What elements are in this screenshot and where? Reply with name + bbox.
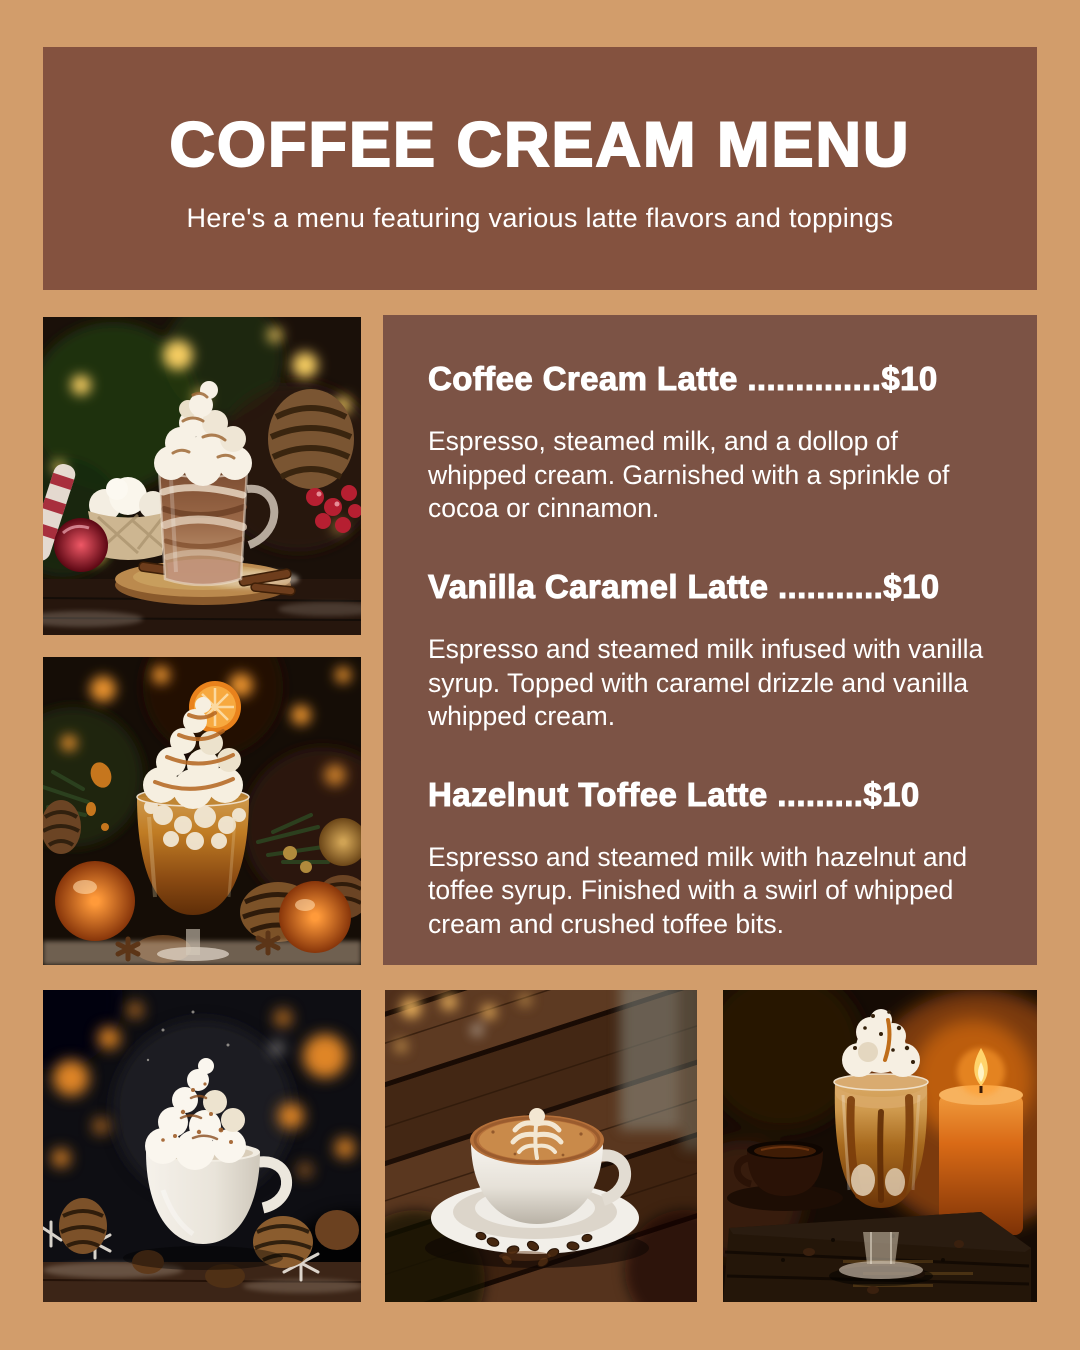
pinecone xyxy=(268,389,354,489)
menu-item-hazelnut-toffee-latte xyxy=(428,776,993,942)
photo-whipped-cream-mug xyxy=(43,990,361,1302)
orange-ornament-right xyxy=(279,881,351,953)
caramel-toffee-latte-illustration xyxy=(723,990,1037,1302)
photo-vanilla-caramel-latte xyxy=(43,657,361,965)
coffee-cream-latte-illustration xyxy=(43,317,361,635)
page-subtitle: Here's a menu featuring various latte flavors and toppings xyxy=(186,203,894,233)
menu-item-title xyxy=(428,568,993,606)
menu-item-description: Espresso, steamed milk, and a dollop of whipped cream. Garnished with a sprinkle of cocoa or cinnamon. xyxy=(428,426,950,524)
photo-caramel-toffee-latte xyxy=(723,990,1037,1302)
menu-item-title xyxy=(428,360,993,398)
dot-leader: .............. xyxy=(737,360,882,397)
photo-cappuccino-latte-art xyxy=(385,990,697,1302)
item-price: $10 xyxy=(883,567,940,605)
item-price: $10 xyxy=(881,360,938,397)
item-name: Vanilla Caramel Latte xyxy=(428,567,769,605)
menu-item-description: Espresso and steamed milk with hazelnut and toffee syrup. Finished with a swirl of whipped cream and crushed toffee bits. xyxy=(428,841,968,940)
photo-coffee-cream-latte xyxy=(43,317,361,635)
menu-item-coffee-cream-latte xyxy=(428,360,993,526)
item-price: $10 xyxy=(863,775,920,813)
dot-leader: ........... xyxy=(768,567,884,605)
item-name: Coffee Cream Latte xyxy=(428,360,738,397)
menu-item-description: Espresso and steamed milk infused with vanilla syrup. Topped with caramel drizzle and vanilla whipped cream. xyxy=(428,633,984,732)
whipped-cream-mug-illustration xyxy=(43,990,361,1302)
header-banner xyxy=(43,47,1037,290)
orange-ornament-left xyxy=(55,861,135,941)
item-name: Hazelnut Toffee Latte xyxy=(428,775,768,813)
vanilla-caramel-latte-illustration xyxy=(43,657,361,965)
menu-panel xyxy=(383,315,1037,965)
cappuccino-latte-art-illustration xyxy=(385,990,697,1302)
menu-item-vanilla-caramel-latte xyxy=(428,568,993,734)
menu-item-title xyxy=(428,776,993,814)
dot-leader: ......... xyxy=(767,775,864,813)
page-title: COFFEE CREAM MENU xyxy=(169,110,911,180)
